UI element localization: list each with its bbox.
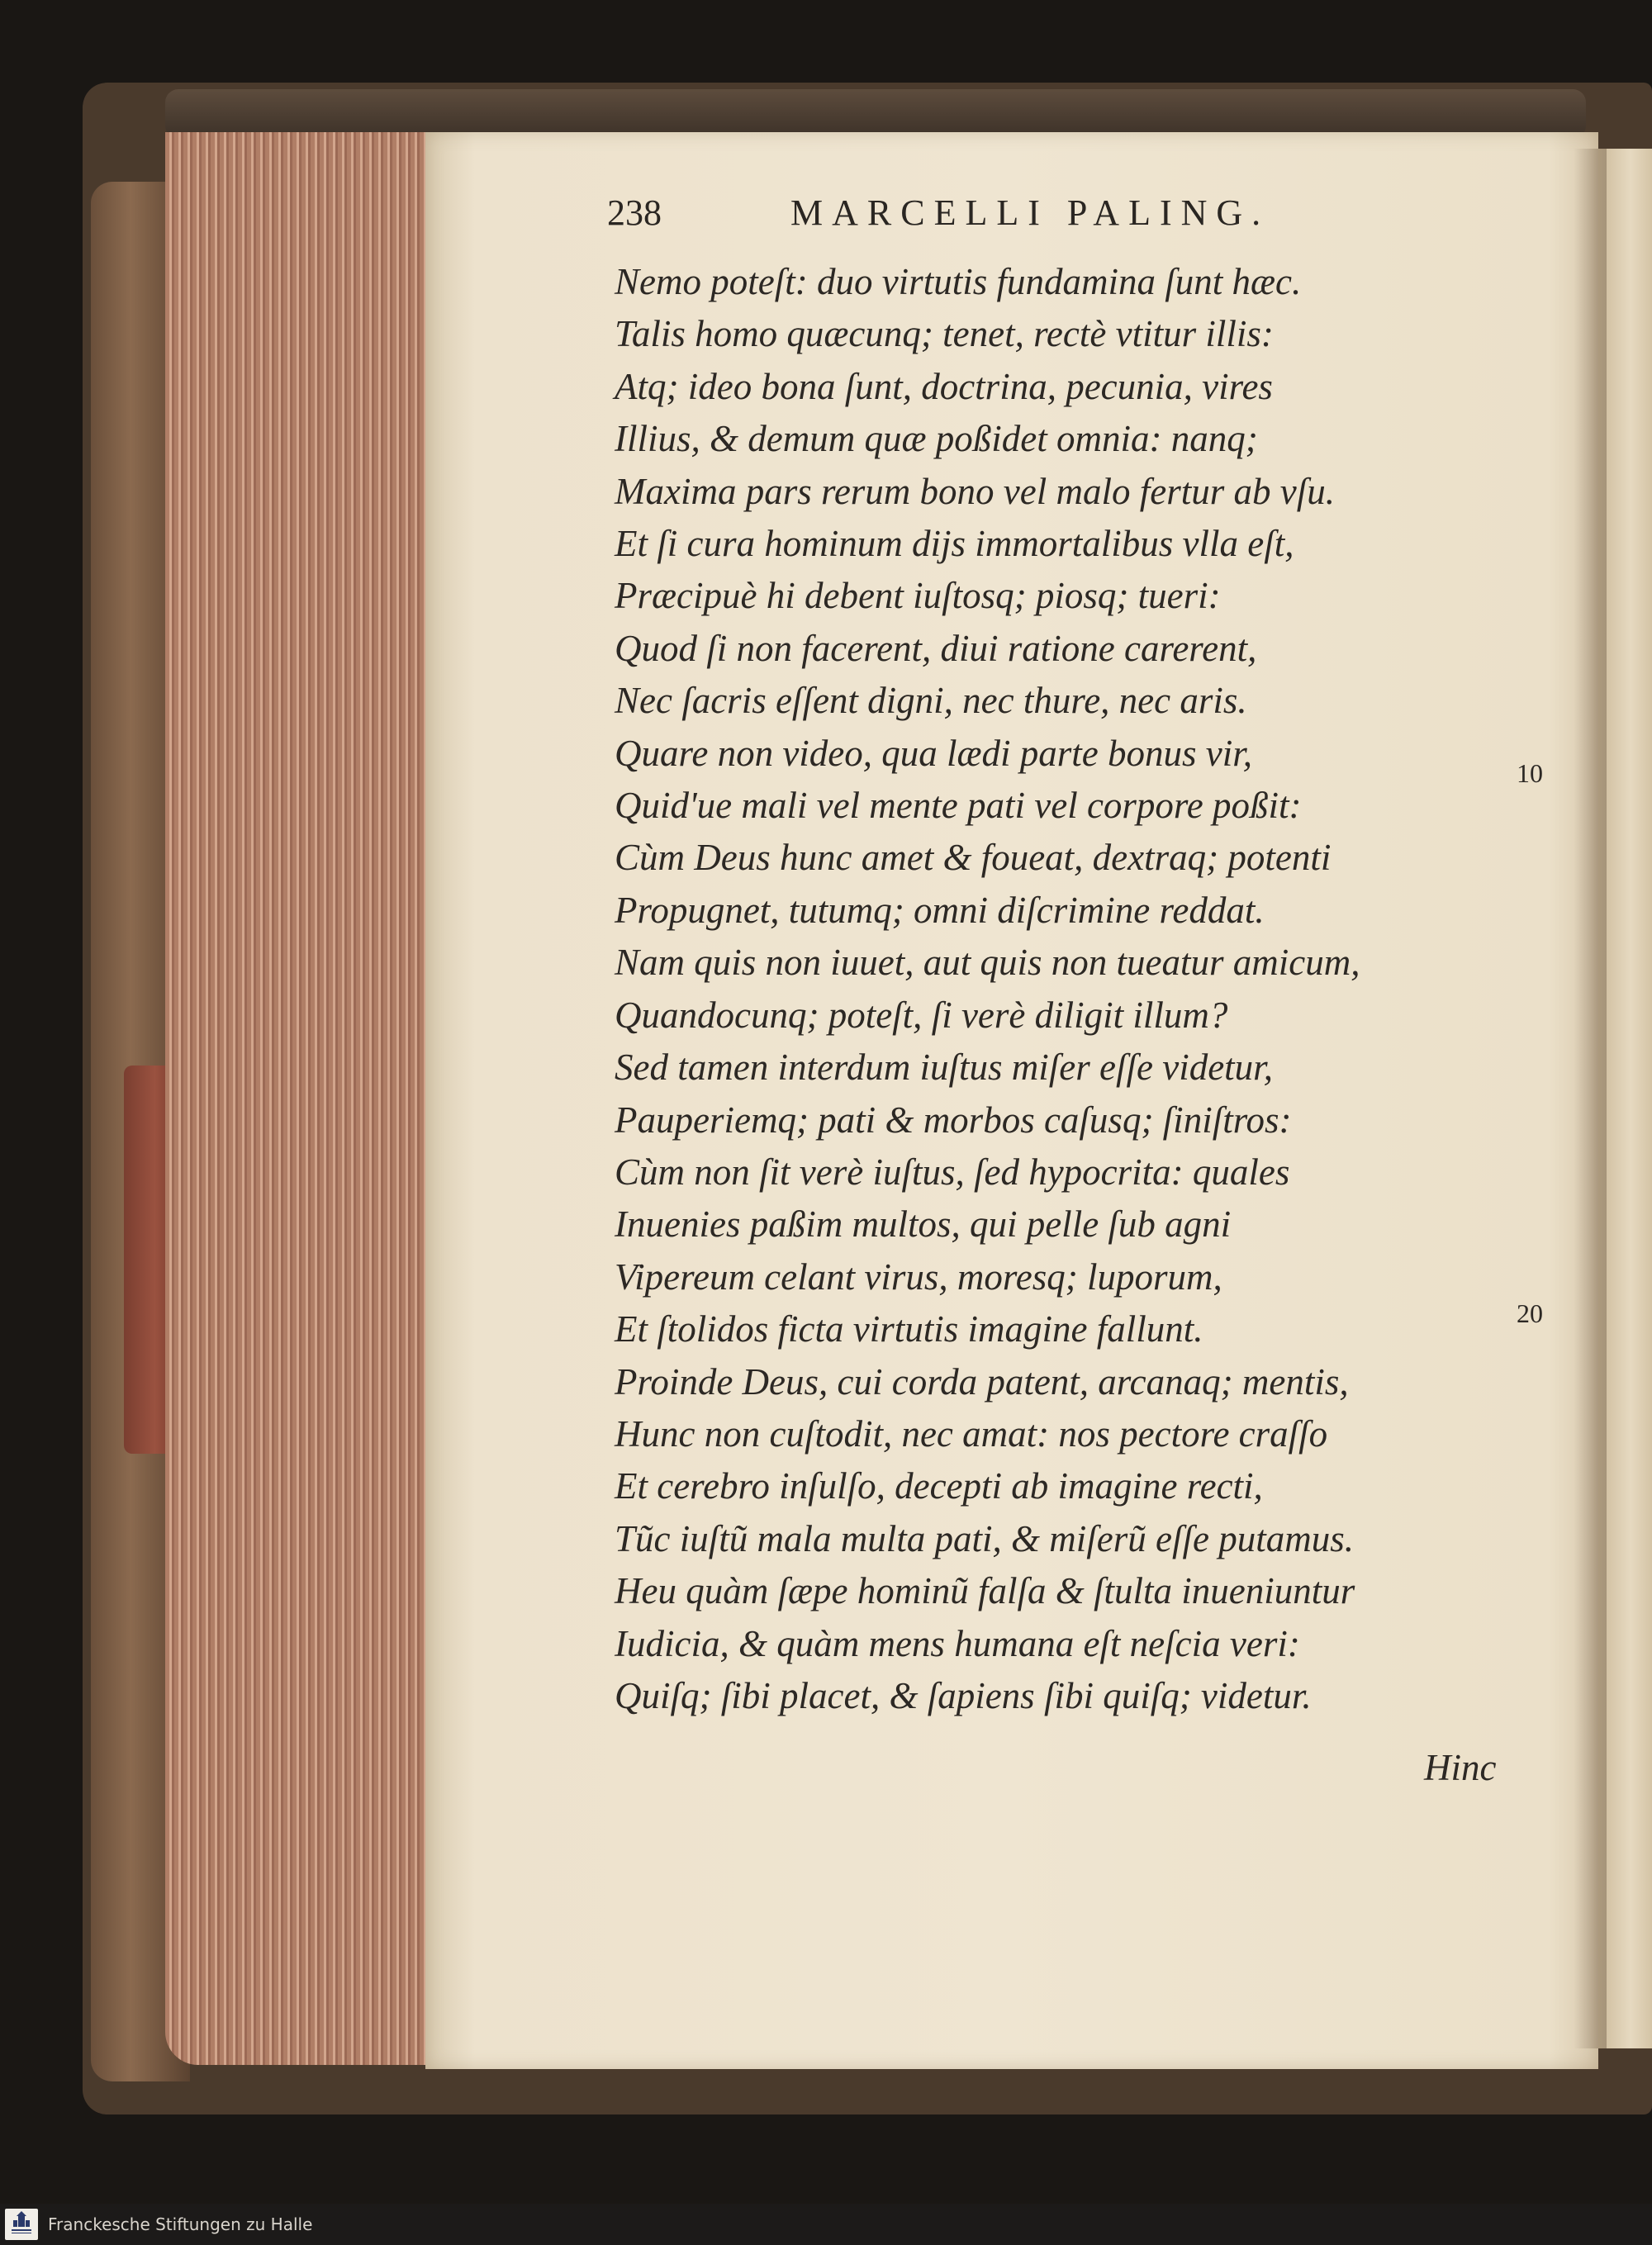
verse-line: Et ſtolidos ficta virtutis imagine fallunt. — [615, 1308, 1203, 1350]
verse-line: Quiſq; ſibi placet, & ſapiens ſibi quiſq; videtur. — [615, 1674, 1312, 1716]
page-edges-stack — [165, 132, 438, 2065]
page-number: 238 — [607, 192, 662, 233]
book-cover-top-edge — [165, 89, 1586, 139]
verse-line: Cùm Deus hunc amet & foueat, dextraq; potenti — [615, 837, 1332, 879]
verse-line: Præcipuè hi debent iuſtosq; piosq; tueri: — [615, 575, 1221, 617]
verse-line: Heu quàm ſæpe hominũ falſa & ſtulta inueniuntur — [615, 1570, 1355, 1612]
verse-line: Cùm non ſit verè iuſtus, ſed hypocrita: quales — [615, 1151, 1290, 1193]
verse-line: Inuenies paßim multos, qui pelle ſub agni — [615, 1203, 1232, 1246]
verse-line: Proinde Deus, cui corda patent, arcanaq; mentis, — [615, 1360, 1349, 1403]
running-head — [607, 192, 1598, 241]
francke-foundation-logo-icon — [5, 2209, 38, 2240]
verse-line: Et cerebro inſulſo, decepti ab imagine recti, — [615, 1465, 1263, 1507]
verse-block — [615, 256, 1360, 1722]
verse-line: Pauperiemq; pati & morbos caſusq; ſiniſtros: — [615, 1099, 1292, 1141]
verse-line: Propugnet, tutumq; omni diſcrimine reddat. — [615, 889, 1265, 931]
verse-line: Nam quis non iuuet, aut quis non tueatur amicum, — [615, 942, 1360, 984]
institution-name: Franckesche Stiftungen zu Halle — [48, 2214, 313, 2234]
verse-line: Iudicia, & quàm mens humana eſt neſcia veri: — [615, 1622, 1300, 1664]
verse-line: Maxima pars rerum bono vel malo fertur ab vſu. — [615, 470, 1335, 512]
catchword: Hinc — [1424, 1747, 1497, 1788]
viewer-footer-bar — [0, 2204, 1652, 2245]
running-head-title: MARCELLI PALING. — [790, 192, 1270, 233]
line-number-10: 10 — [1517, 758, 1543, 788]
verse-line: Et ſi cura hominum dijs immortalibus vlla eſt, — [615, 523, 1294, 565]
verse-line: Vipereum celant virus, moresq; luporum, — [615, 1255, 1222, 1298]
verse-line: Illius, & demum quæ poßidet omnia: nanq; — [615, 418, 1258, 460]
verse-line: Nec ſacris eſſent digni, nec thure, nec aris. — [615, 680, 1247, 722]
line-number-20: 20 — [1517, 1298, 1543, 1328]
verse-line: Sed tamen interdum iuſtus miſer eſſe videtur, — [615, 1047, 1273, 1089]
verse-line: Hunc non cuſtodit, nec amat: nos pectore craſſo — [615, 1412, 1328, 1455]
verse-line: Quandocunq; poteſt, ſi verè diligit illum? — [615, 994, 1228, 1036]
verse-line: Quod ſi non facerent, diui ratione carerent, — [615, 627, 1257, 669]
verse-line: Nemo poteſt: duo virtutis fundamina ſunt hæc. — [615, 261, 1302, 302]
verse-line: Quid'ue mali vel mente pati vel corpore poßit: — [615, 785, 1302, 827]
verse-line: Atq; ideo bona ſunt, doctrina, pecunia, vires — [615, 365, 1273, 407]
verse-line: Talis homo quæcunq; tenet, rectè vtitur illis: — [615, 313, 1274, 355]
gutter-shadow — [1574, 149, 1607, 2048]
verse-line: Quare non video, qua lædi parte bonus vir, — [615, 732, 1253, 774]
verse-line: Tũc iuſtũ mala multa pati, & miſerũ eſſe putamus. — [615, 1517, 1354, 1559]
